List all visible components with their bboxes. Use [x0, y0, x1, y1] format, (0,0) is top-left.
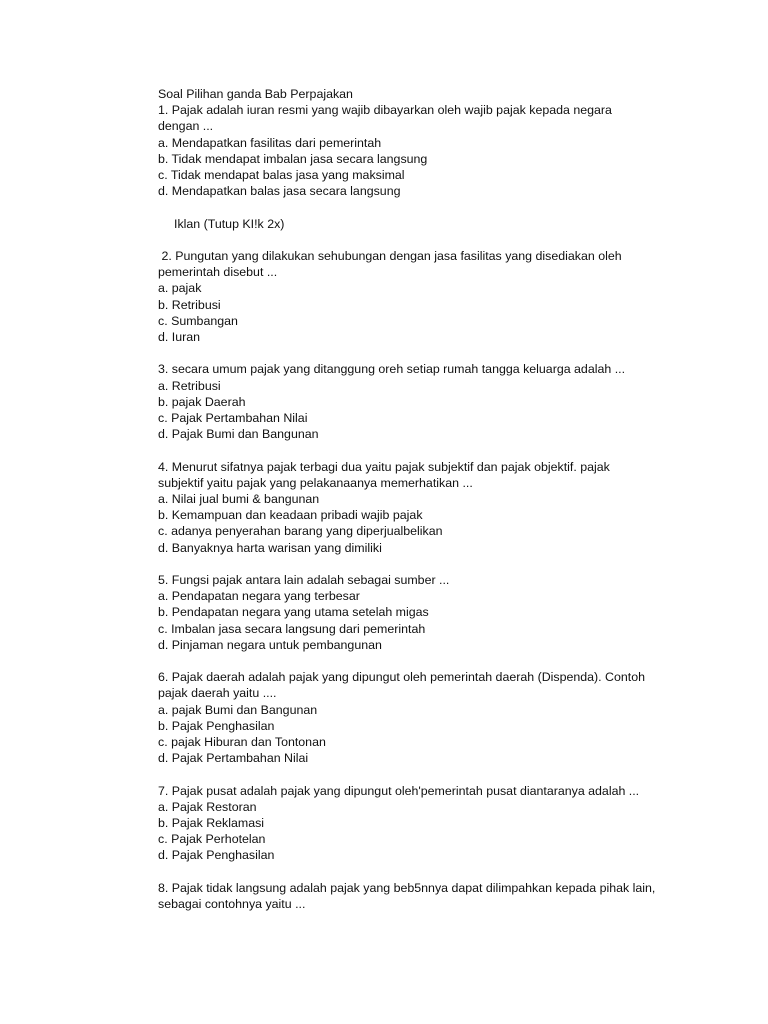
question-text-line: subjektif yaitu pajak yang pelakanaanya memerhatikan ...: [158, 475, 473, 490]
answer-option-a: a. Pendapatan negara yang terbesar: [158, 589, 360, 604]
question-text-line: 7. Pajak pusat adalah pajak yang dipungut oleh'pemerintah pusat diantaranya adalah ...: [158, 783, 640, 798]
ad-close-link[interactable]: Iklan (Tutup KI!k 2x): [174, 216, 285, 231]
document-title: Soal Pilihan ganda Bab Perpajakan: [158, 87, 353, 101]
question-text-line: sebagai contohnya yaitu ...: [158, 897, 306, 912]
answer-option-a: a. pajak: [158, 281, 202, 296]
answer-option-c: c. adanya penyerahan barang yang diperjualbelikan: [158, 524, 443, 539]
answer-option-a: a. Mendapatkan fasilitas dari pemerintah: [158, 135, 382, 150]
answer-option-c: c. Sumbangan: [158, 313, 238, 328]
question-text-line: dengan ...: [158, 119, 214, 134]
answer-option-d: d. Banyaknya harta warisan yang dimiliki: [158, 540, 382, 555]
question-5: [158, 572, 718, 653]
answer-option-a: a. Nilai jual bumi & bangunan: [158, 492, 320, 507]
answer-option-b: b. pajak Daerah: [158, 394, 246, 409]
question-text-line: 4. Menurut sifatnya pajak terbagi dua yaitu pajak subjektif dan pajak objektif. pajak: [158, 459, 610, 474]
answer-option-d: d. Pajak Bumi dan Bangunan: [158, 427, 319, 442]
question-text-line: 3. secara umum pajak yang ditanggung oreh setiap rumah tangga keluarga adalah ...: [158, 362, 626, 377]
answer-option-c: c. Tidak mendapat balas jasa yang maksimal: [158, 168, 405, 183]
answer-option-a: a. Pajak Restoran: [158, 799, 257, 814]
question-text-line: pemerintah disebut ...: [158, 265, 278, 280]
question-text-line: pajak daerah yaitu ....: [158, 686, 277, 701]
answer-option-c: c. Imbalan jasa secara langsung dari pemerintah: [158, 621, 426, 636]
answer-option-b: b. Retribusi: [158, 297, 221, 312]
question-text-line: 2. Pungutan yang dilakukan sehubungan dengan jasa fasilitas yang disediakan oleh: [158, 249, 622, 263]
answer-option-b: b. Tidak mendapat imbalan jasa secara langsung: [158, 151, 428, 166]
question-8: [158, 880, 718, 912]
answer-option-b: b. Pendapatan negara yang utama setelah migas: [158, 605, 429, 620]
question-text-line: 1. Pajak adalah iuran resmi yang wajib dibayarkan oleh wajib pajak kepada negara: [158, 103, 612, 118]
question-text-line: 6. Pajak daerah adalah pajak yang dipungut oleh pemerintah daerah (Dispenda). Contoh: [158, 670, 646, 685]
answer-option-c: c. pajak Hiburan dan Tontonan: [158, 735, 326, 750]
document-page: [158, 86, 718, 912]
question-7: [158, 783, 718, 864]
question-3: [158, 361, 718, 442]
answer-option-d: d. Pinjaman negara untuk pembangunan: [158, 637, 382, 652]
answer-option-d: d. Mendapatkan balas jasa secara langsung: [158, 184, 401, 199]
answer-option-b: b. Pajak Penghasilan: [158, 718, 275, 733]
question-text-line: 5. Fungsi pajak antara lain adalah sebagai sumber ...: [158, 573, 450, 588]
answer-option-b: b. Pajak Reklamasi: [158, 816, 265, 831]
answer-option-c: c. Pajak Pertambahan Nilai: [158, 411, 308, 426]
answer-option-d: d. Iuran: [158, 330, 201, 345]
answer-option-d: d. Pajak Pertambahan Nilai: [158, 751, 309, 766]
question-6: [158, 669, 718, 766]
question-2: [158, 248, 718, 345]
question-4: [158, 459, 718, 556]
question-1: [158, 102, 718, 199]
answer-option-a: a. pajak Bumi dan Bangunan: [158, 702, 318, 717]
answer-option-a: a. Retribusi: [158, 378, 221, 393]
answer-option-b: b. Kemampuan dan keadaan pribadi wajib pajak: [158, 508, 423, 523]
answer-option-d: d. Pajak Penghasilan: [158, 848, 275, 863]
question-text-line: 8. Pajak tidak langsung adalah pajak yang beb5nnya dapat dilimpahkan kepada pihak lain,: [158, 880, 656, 895]
answer-option-c: c. Pajak Perhotelan: [158, 832, 266, 847]
